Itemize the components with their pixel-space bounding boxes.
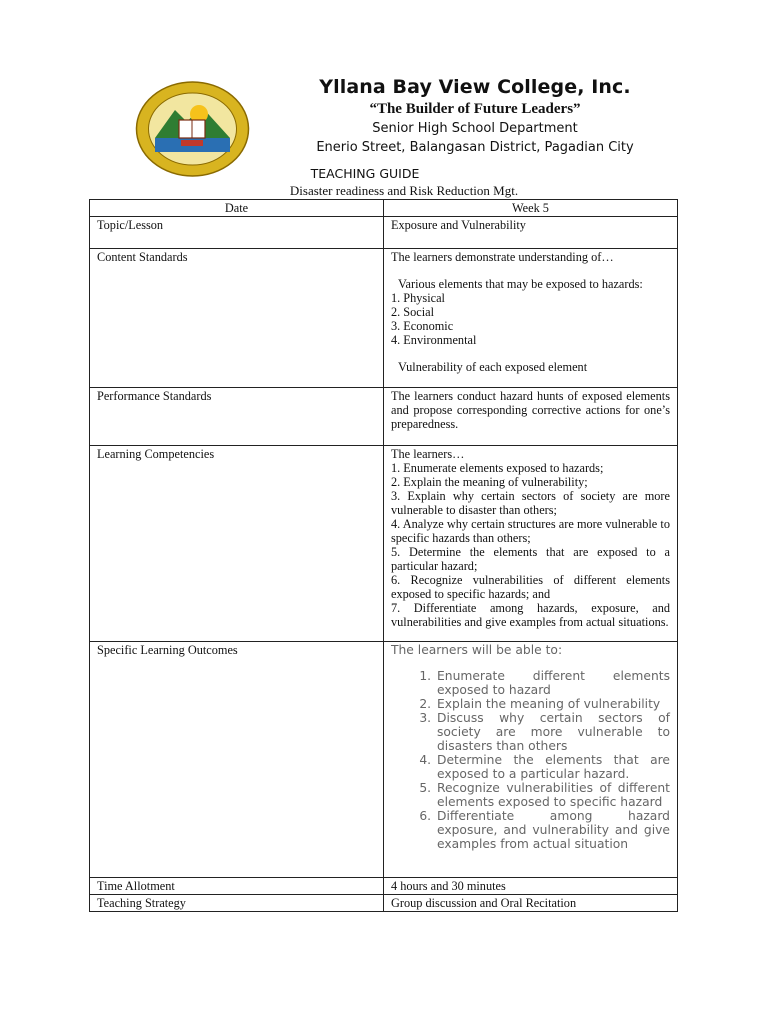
table-row [90,249,678,388]
college-logo [135,80,250,178]
document-title: TEACHING GUIDE [310,166,420,181]
content-elements-list [391,291,670,347]
date-value: Week 5 [384,200,678,217]
learning-outcomes-value [384,642,678,878]
list-item: 2. Social [391,305,435,319]
teaching-strategy-label: Teaching Strategy [90,895,384,912]
topic-value: Exposure and Vulnerability [384,217,678,249]
subject-title: Disaster readiness and Risk Reduction Mgt. [289,183,519,198]
table-row [90,388,678,446]
table-row [90,642,678,878]
date-label: Date [90,200,384,217]
teaching-strategy-value: Group discussion and Oral Recitation [384,895,678,912]
list-item: 1. Enumerate elements exposed to hazards; [391,461,604,475]
list-item: 6. Recognize vulnerabilities of different elements exposed to specific hazards; and [391,573,670,601]
topic-label: Topic/Lesson [90,217,384,249]
performance-standards-value: The learners conduct hazard hunts of exposed elements and propose corresponding corrective actions for one’s preparedness. [384,388,678,446]
table-row [90,878,678,895]
list-item: 7. Differentiate among hazards, exposure, and vulnerabilities and give examples from actual situations. [391,601,670,629]
list-item: 6. Differentiate among hazard exposure, and vulnerability and give examples from actual situation [435,809,670,851]
list-item: 4. Analyze why certain structures are more vulnerable to specific hazards than others; [391,517,670,545]
content-standards-value [384,249,678,388]
college-motto: “The Builder of Future Leaders” [369,101,581,117]
list-item: 3. Discuss why certain sectors of society are more vulnerable to disasters than others [435,711,670,753]
list-item: 1. Enumerate different elements exposed to hazard [435,669,670,697]
letterhead [300,74,650,157]
college-name: Yllana Bay View College, Inc. [319,76,631,98]
table-row [90,895,678,912]
outcomes-list [391,669,670,851]
college-seal-icon [135,80,250,178]
list-item: 2. Explain the meaning of vulnerability; [391,475,588,489]
address: Enerio Street, Balangasan District, Pagadian City [316,140,634,155]
content-intro: The learners demonstrate understanding of… [391,250,614,264]
time-allotment-value: 4 hours and 30 minutes [384,878,678,895]
table-row [90,446,678,642]
teaching-guide-table [89,199,678,912]
list-item: 1. Physical [391,291,445,305]
performance-standards-label: Performance Standards [90,388,384,446]
list-item: 5. Determine the elements that are exposed to a particular hazard; [391,545,670,573]
list-item: 3. Economic [391,319,454,333]
list-item: 4. Environmental [391,333,477,347]
table-row [90,217,678,249]
content-standards-label: Content Standards [90,249,384,388]
department: Senior High School Department [372,121,578,136]
learning-competencies-value [384,446,678,642]
content-elements-intro: Various elements that may be exposed to hazards: [398,277,643,291]
learning-competencies-label: Learning Competencies [90,446,384,642]
competencies-intro: The learners… [391,447,465,461]
content-vulnerability: Vulnerability of each exposed element [398,360,588,374]
table-row [90,200,678,217]
list-item: 2. Explain the meaning of vulnerability [435,697,670,711]
outcomes-intro: The learners will be able to: [391,643,563,657]
list-item: 3. Explain why certain sectors of society are more vulnerable to disaster than others; [391,489,670,517]
time-allotment-label: Time Allotment [90,878,384,895]
list-item: 5. Recognize vulnerabilities of different elements exposed to specific hazard [435,781,670,809]
list-item: 4. Determine the elements that are exposed to a particular hazard. [435,753,670,781]
learning-outcomes-label: Specific Learning Outcomes [90,642,384,878]
